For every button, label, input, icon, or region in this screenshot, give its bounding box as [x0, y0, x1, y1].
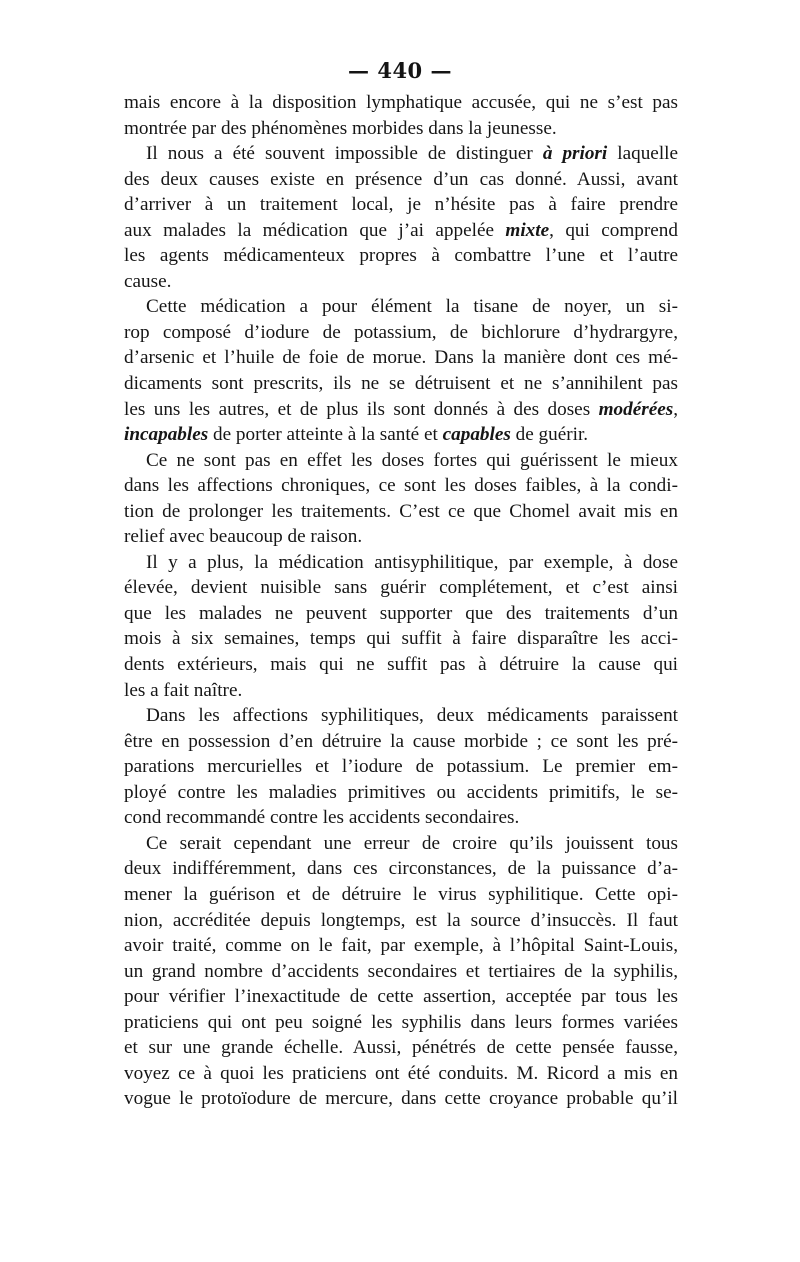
text-line: avoir traité, comme on le fait, par exemple, à l’hôpital Saint-Louis, — [124, 935, 678, 957]
text-line: pour vérifier l’inexactitude de cette assertion, acceptée par tous les — [124, 986, 678, 1008]
text-line: des deux causes existe en présence d’un cas donné. Aussi, avant — [124, 168, 678, 190]
text-line: dents extérieurs, mais qui ne suffit pas à détruire la cause qui — [124, 654, 678, 676]
text-line: praticiens qui ont peu soigné les syphilis dans leurs formes variées — [124, 1011, 678, 1033]
text-line: les uns les autres, et de plus ils sont donnés à des doses modérées, — [124, 398, 678, 420]
text-line: d’arriver à un traitement local, je n’hésite pas à faire prendre — [124, 194, 678, 216]
text-line: tion de prolonger les traitements. C’est ce que Chomel avait mis en — [124, 500, 678, 522]
text-line: Il nous a été souvent impossible de distinguer à priori laquelle — [146, 143, 678, 165]
text-line: Ce ne sont pas en effet les doses fortes qui guérissent le mieux — [146, 449, 678, 471]
text-line: incapables de porter atteinte à la santé et capables de guérir. — [124, 424, 589, 446]
text-line: vogue le protoïodure de mercure, dans cette croyance probable qu’il — [124, 1088, 678, 1110]
text-line: parations mercurielles et l’iodure de potassium. Le premier em- — [124, 756, 678, 778]
text-line: mais encore à la disposition lymphatique accusée, qui ne s’est pas — [124, 92, 678, 113]
text-line: nion, accréditée depuis longtemps, est la source d’insuccès. Il faut — [124, 909, 678, 931]
text-line: Cette médication a pour élément la tisane de noyer, un si- — [146, 296, 678, 318]
text-line: Dans les affections syphilitiques, deux médicaments paraissent — [146, 705, 678, 727]
text-line: dicaments sont prescrits, ils ne se détruisent et ne s’annihilent pas — [124, 373, 678, 395]
text-line: les a fait naître. — [124, 679, 243, 701]
text-line: dans les affections chroniques, ce sont les doses faibles, à la condi- — [124, 475, 678, 497]
text-line: un grand nombre d’accidents secondaires et tertiaires de la syphilis, — [124, 960, 678, 982]
text-line: voyez ce à quoi les praticiens ont été conduits. M. Ricord a mis en — [124, 1062, 678, 1084]
text-line: cause. — [124, 270, 172, 292]
text-line: Il y a plus, la médication antisyphilitique, par exemple, à dose — [146, 551, 678, 573]
body-text — [124, 90, 678, 1112]
text-line: aux malades la médication que j’ai appelée mixte, qui comprend — [124, 219, 678, 241]
text-line: les agents médicamenteux propres à combattre l’une et l’autre — [124, 245, 678, 267]
text-line: relief avec beaucoup de raison. — [124, 526, 363, 548]
page-number: — 440 — — [348, 58, 452, 83]
text-line: que les malades ne peuvent supporter que des traitements d’un — [124, 602, 678, 624]
text-line: ployé contre les maladies primitives ou accidents primitifs, le se- — [124, 781, 678, 803]
text-line: montrée par des phénomènes morbides dans la jeunesse. — [124, 117, 557, 139]
text-line: cond recommandé contre les accidents secondaires. — [124, 807, 520, 829]
text-line: mois à six semaines, temps qui suffit à faire disparaître les acci- — [124, 628, 678, 650]
text-line: mener la guérison et de détruire le virus syphilitique. Cette opi- — [124, 883, 678, 905]
text-line: être en possession d’en détruire la cause morbide ; ce sont les pré- — [124, 730, 678, 752]
text-line: d’arsenic et l’huile de foie de morue. Dans la manière dont ces mé- — [124, 347, 678, 369]
text-line: élevée, devient nuisible sans guérir complétement, et c’est ainsi — [124, 577, 678, 599]
text-line: et sur une grande échelle. Aussi, pénétrés de cette pensée fausse, — [124, 1037, 678, 1059]
text-line: deux indifféremment, dans ces circonstances, de la puissance d’a- — [124, 858, 678, 880]
text-line: rop composé d’iodure de potassium, de bichlorure d’hydrargyre, — [124, 321, 678, 343]
text-line: Ce serait cependant une erreur de croire qu’ils jouissent tous — [146, 832, 678, 854]
